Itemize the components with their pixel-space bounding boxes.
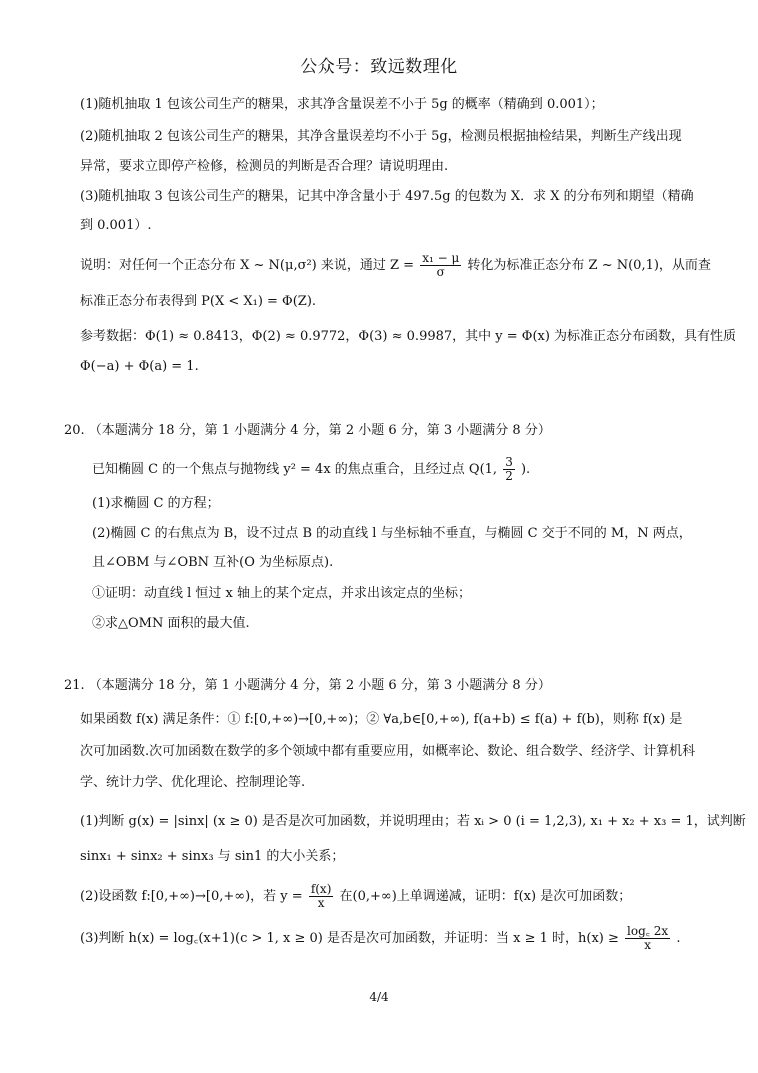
q19-part3-line1: (3)随机抽取 3 包该公司生产的糖果，记其中净含量小于 497.5g 的包数为 X．求 X 的分布列和期望（精确 bbox=[80, 189, 694, 204]
q20-part1: (1)求椭圆 C 的方程； bbox=[92, 496, 220, 511]
q20-part2-line1: (2)椭圆 C 的右焦点为 B，设不过点 B 的动直线 l 与坐标轴不垂直，与椭圆 C 交于不同的 M，N 两点， bbox=[92, 526, 692, 541]
q20-stem-fraction-numerator: 3 bbox=[505, 455, 513, 469]
q21-part2-fraction-numerator: f(x) bbox=[310, 882, 332, 896]
q21-part2-text-a: (2)设函数 f:[0,+∞)→[0,+∞)，若 y = bbox=[80, 889, 303, 904]
q21-definition-line2: 次可加函数.次可加函数在数学的多个领域中都有重要应用，如概率论、数论、组合数学、经济学、计算机科 bbox=[80, 744, 696, 759]
q19-part2-line2: 异常，要求立即停产检修，检测员的判断是否合理？请说明理由. bbox=[80, 159, 449, 174]
page-header-title: 公众号：致远数理化 bbox=[300, 57, 458, 77]
q19-note-text-b: 转化为标准正态分布 Z ~ N(0,1)，从而查 bbox=[467, 258, 711, 273]
q19-note-text-a: 说明：对任何一个正态分布 X ~ N(μ,σ²) 来说，通过 Z = bbox=[80, 258, 415, 273]
q19-reference-line2: Φ(−a) + Φ(a) = 1. bbox=[80, 359, 199, 374]
q19-part2-line1: (2)随机抽取 2 包该公司生产的糖果，其净含量误差均不小于 5g，检测员根据抽检结果，判断生产线出现 bbox=[80, 129, 682, 144]
q19-note-fraction bbox=[420, 252, 461, 279]
q19-note-line1 bbox=[80, 252, 711, 279]
q21-part2 bbox=[80, 883, 631, 910]
q21-part3-fraction-numerator: log꜀ 2x bbox=[627, 924, 669, 938]
q21-part1-line2: sinx₁ + sinx₂ + sinx₃ 与 sin1 的大小关系； bbox=[80, 849, 345, 864]
q19-reference-line1: 参考数据：Φ(1) ≈ 0.8413，Φ(2) ≈ 0.9772，Φ(3) ≈ 0.9987，其中 y = Φ(x) 为标准正态分布函数，具有性质 bbox=[80, 329, 737, 344]
q21-part3-fraction-denominator: x bbox=[644, 938, 651, 952]
q19-note-fraction-denominator: σ bbox=[436, 265, 445, 279]
q20-stem-text-b: ). bbox=[520, 462, 531, 477]
q21-heading: 21. （本题满分 18 分，第 1 小题满分 4 分，第 2 小题 6 分，第 3 小题满分 8 分） bbox=[64, 678, 551, 693]
q19-part1: (1)随机抽取 1 包该公司生产的糖果，求其净含量误差不小于 5g 的概率（精确到 0.001）； bbox=[80, 97, 604, 112]
q19-part3-line2: 到 0.001）. bbox=[80, 218, 152, 233]
q21-part3-fraction bbox=[625, 925, 670, 952]
q20-stem-fraction bbox=[503, 456, 515, 483]
q20-stem-fraction-denominator: 2 bbox=[505, 469, 513, 483]
q20-stem bbox=[92, 456, 530, 483]
page-number: 4/4 bbox=[369, 990, 389, 1004]
q19-note-fraction-numerator: x₁ − μ bbox=[422, 251, 460, 265]
q21-part3 bbox=[80, 925, 680, 952]
q19-note-line2: 标准正态分布表得到 P(X < X₁) = Φ(Z). bbox=[80, 294, 317, 309]
q20-part2-line2: 且∠OBM 与∠OBN 互补(O 为坐标原点). bbox=[92, 555, 334, 570]
q21-part1-line1: (1)判断 g(x) = |sinx| (x ≥ 0) 是否是次可加函数，并说明理由；若 xᵢ > 0 (i = 1,2,3), x₁ + x₂ + x₃ = 1，试判断 bbox=[80, 814, 746, 829]
q20-stem-text-a: 已知椭圆 C 的一个焦点与抛物线 y² = 4x 的焦点重合，且经过点 Q(1, bbox=[92, 462, 498, 477]
q20-heading: 20. （本题满分 18 分，第 1 小题满分 4 分，第 2 小题 6 分，第 3 小题满分 8 分） bbox=[64, 423, 551, 438]
q20-subpart1: ①证明：动直线 l 恒过 x 轴上的某个定点，并求出该定点的坐标； bbox=[92, 586, 472, 601]
q20-subpart2: ②求△OMN 面积的最大值. bbox=[92, 616, 250, 631]
q21-definition-line1: 如果函数 f(x) 满足条件：① f:[0,+∞)→[0,+∞)；② ∀a,b∈[0,+∞), f(a+b) ≤ f(a) + f(b)，则称 f(x) 是 bbox=[80, 712, 683, 727]
q21-part2-fraction bbox=[309, 883, 334, 910]
q21-part3-text-a: (3)判断 h(x) = log꜀(x+1)(c > 1, x ≥ 0) 是否是次可加函数，并证明：当 x ≥ 1 时，h(x) ≥ bbox=[80, 931, 619, 946]
q21-part2-fraction-denominator: x bbox=[317, 896, 325, 910]
q21-part3-text-b: . bbox=[676, 931, 681, 946]
q21-definition-line3: 学、统计力学、优化理论、控制理论等. bbox=[80, 775, 306, 790]
q21-part2-text-b: 在(0,+∞)上单调递减，证明：f(x) 是次可加函数； bbox=[339, 889, 632, 904]
